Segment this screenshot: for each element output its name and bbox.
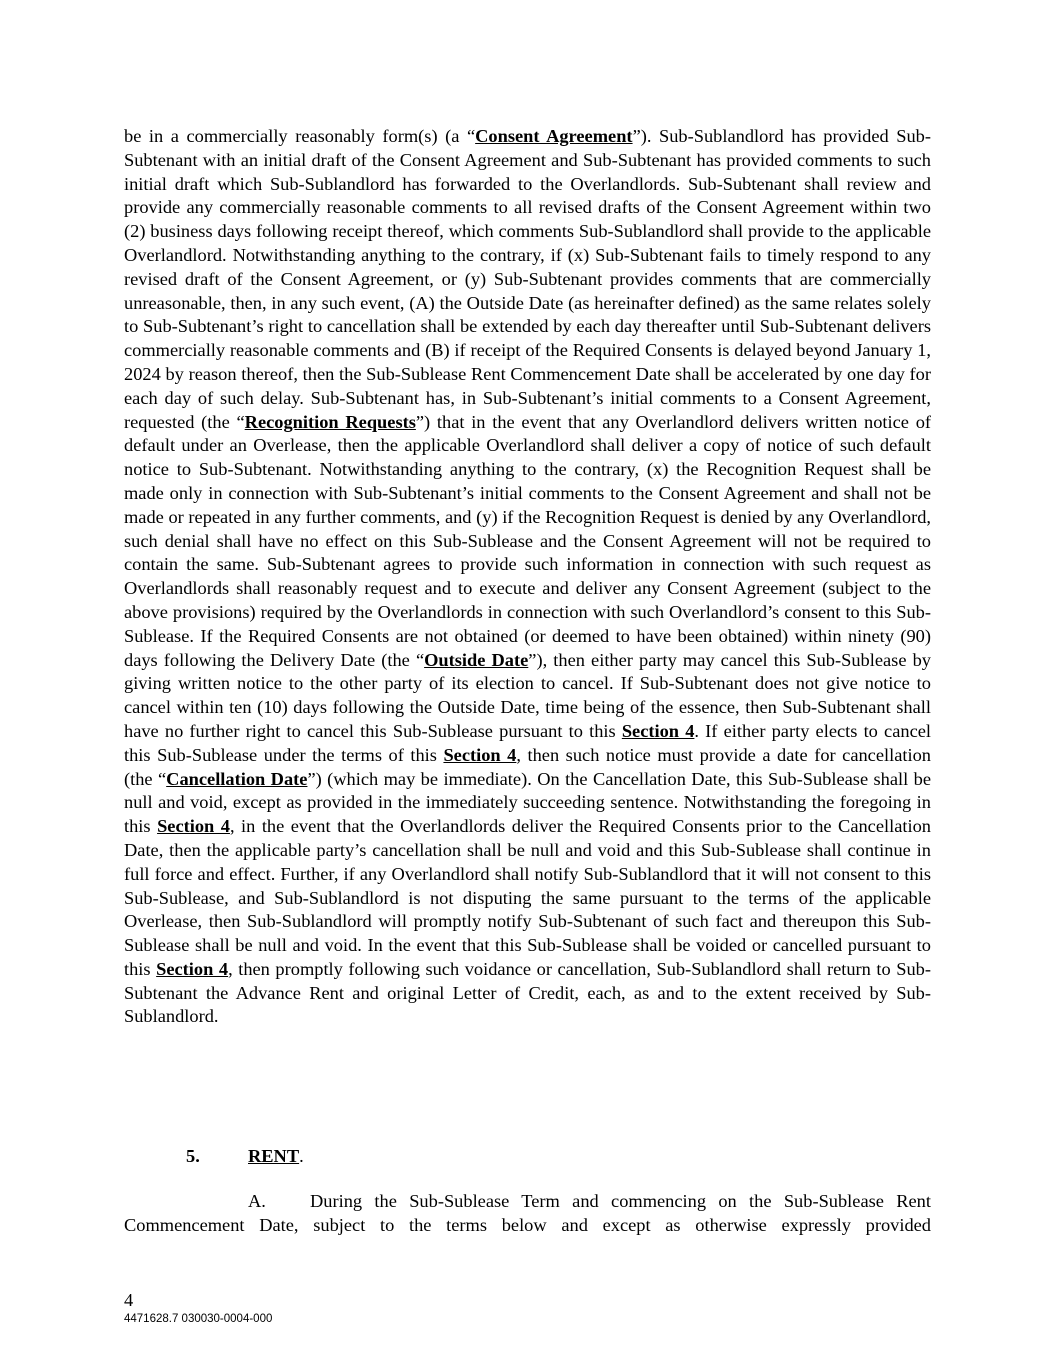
document-id: 4471628.7 030030-0004-000 bbox=[124, 1313, 273, 1325]
section-4-reference: Section 4 bbox=[621, 720, 695, 741]
section-4-reference: Section 4 bbox=[443, 744, 517, 765]
text-run: be in a commercially reasonably form(s) (a “ bbox=[124, 126, 476, 146]
subparagraph-text: During the Sub-Sublease Term and commencing on the Sub-Sublease Rent Commencement Date, subject to the terms below and except as otherwise expressly provided bbox=[124, 1191, 931, 1235]
text-run: ”) (which may be immediate). On the Cancellation Date, this Sub-Sublease shall be null and void, except as provided in the immediately succeeding sentence. Notwithstanding the foregoing in this bbox=[124, 768, 932, 837]
text-run: ”), then either party may cancel this Sub-Sublease by giving written notice to the other party of its election to cancel. If Sub-Subtenant does not give notice to cancel within ten (10) days following the Outside Date, time being of the essence, then Sub-Subtenant shall have no further right to cancel this Sub-Sublease pursuant to this bbox=[124, 649, 931, 741]
section-4-continuation-paragraph bbox=[124, 125, 931, 1029]
defined-term-recognition-requests: Recognition Requests bbox=[244, 411, 416, 432]
section-4-reference: Section 4 bbox=[157, 816, 230, 837]
section-title-period: . bbox=[299, 1146, 304, 1166]
defined-term-consent-agreement: Consent Agreement bbox=[475, 126, 633, 146]
subparagraph-letter: A. bbox=[248, 1191, 266, 1211]
section-4-reference: Section 4 bbox=[156, 958, 229, 979]
section-number: 5. bbox=[186, 1146, 200, 1166]
text-run: , then such notice must provide a date for cancellation (the “ bbox=[124, 744, 931, 789]
defined-term-outside-date: Outside Date bbox=[424, 649, 529, 670]
text-run: , then promptly following such voidance or cancellation, Sub-Sublandlord shall return to Sub-Subtenant the Advance Rent and original Letter of Credit, each, as and to the extent received by Sub-Sublandlord. bbox=[124, 958, 931, 1027]
text-run: ”) that in the event that any Overlandlord delivers written notice of default under an Overlease, then the applicable Overlandlord shall deliver a copy of notice of such default notice to Sub-Subtenant. Notwithstanding anything to the contrary, (x) the Recognition Request shall be made only in connection with Sub-Subtenant’s initial comments to the Consent Agreement and shall not be made or repeated in any further comments, and (y) if the Recognition Request is denied by any Overlandlord, such denial shall have no effect on this Sub-Sublease and the Consent Agreement will not be required to contain the same. Sub-Subtenant agrees to provide such information in connection with such request as Overlandlords shall reasonably request and to execute and deliver any Consent Agreement (subject to the above provisions) required by the Overlandlords in connection with such Overlandlord’s consent to this Sub-Sublease. If the Required Consents are not obtained (or deemed to have been obtained) within ninety (90) days following the Delivery Date (the “ bbox=[124, 411, 932, 670]
section-5-heading bbox=[186, 1145, 304, 1169]
text-run: ”). Sub-Sublandlord has provided Sub-Subtenant with an initial draft of the Consent Agreement and Sub-Subtenant has provided comments to such initial draft which Sub-Sublandlord has forwarded to the Overlandlords. Sub-Subtenant shall review and provide any commercially reasonable comments to all revised drafts of the Consent Agreement within two (2) business days following receipt thereof, which comments Sub-Sublandlord shall provide to the applicable Overlandlord. Notwithstanding anything to the contrary, if (x) Sub-Subtenant fails to timely respond to any revised draft of the Consent Agreement, or (y) Sub-Subtenant provides comments that are commercially unreasonable, then, in any such event, (A) the Outside Date (as hereinafter defined) as the same relates solely to Sub-Subtenant’s right to cancellation shall be extended by each day thereafter until Sub-Subtenant delivers commercially reasonable comments and (B) if receipt of the Required Consents is delayed beyond January 1, 2024 by reason thereof, then the Sub-Sublease Rent Commencement Date shall be accelerated by one day for each day of such delay. Sub-Subtenant has, in Sub-Subtenant’s initial comments to a Consent Agreement, requested (the “ bbox=[124, 126, 931, 432]
defined-term-cancellation-date: Cancellation Date bbox=[166, 768, 308, 789]
text-run: . If either party elects to cancel this Sub-Sublease under the terms of this bbox=[124, 720, 931, 765]
text-run: , in the event that the Overlandlords deliver the Required Consents prior to the Cancellation Date, then the applicable party’s cancellation shall be null and void and this Sub-Sublease shall continue in full force and effect. Further, if any Overlandlord shall notify Sub-Sublandlord that it will not consent to this Sub-Sublease, and Sub-Sublandlord is not disputing the same pursuant to the terms of the applicable Overlease, then Sub-Sublandlord will promptly notify Sub-Subtenant of such fact and thereupon this Sub-Sublease shall be null and void. In the event that this Sub-Sublease shall be voided or cancelled pursuant to this bbox=[124, 816, 931, 979]
section-title: RENT bbox=[248, 1146, 300, 1166]
page-number: 4 bbox=[124, 1290, 134, 1310]
section-5a-paragraph bbox=[124, 1190, 931, 1238]
